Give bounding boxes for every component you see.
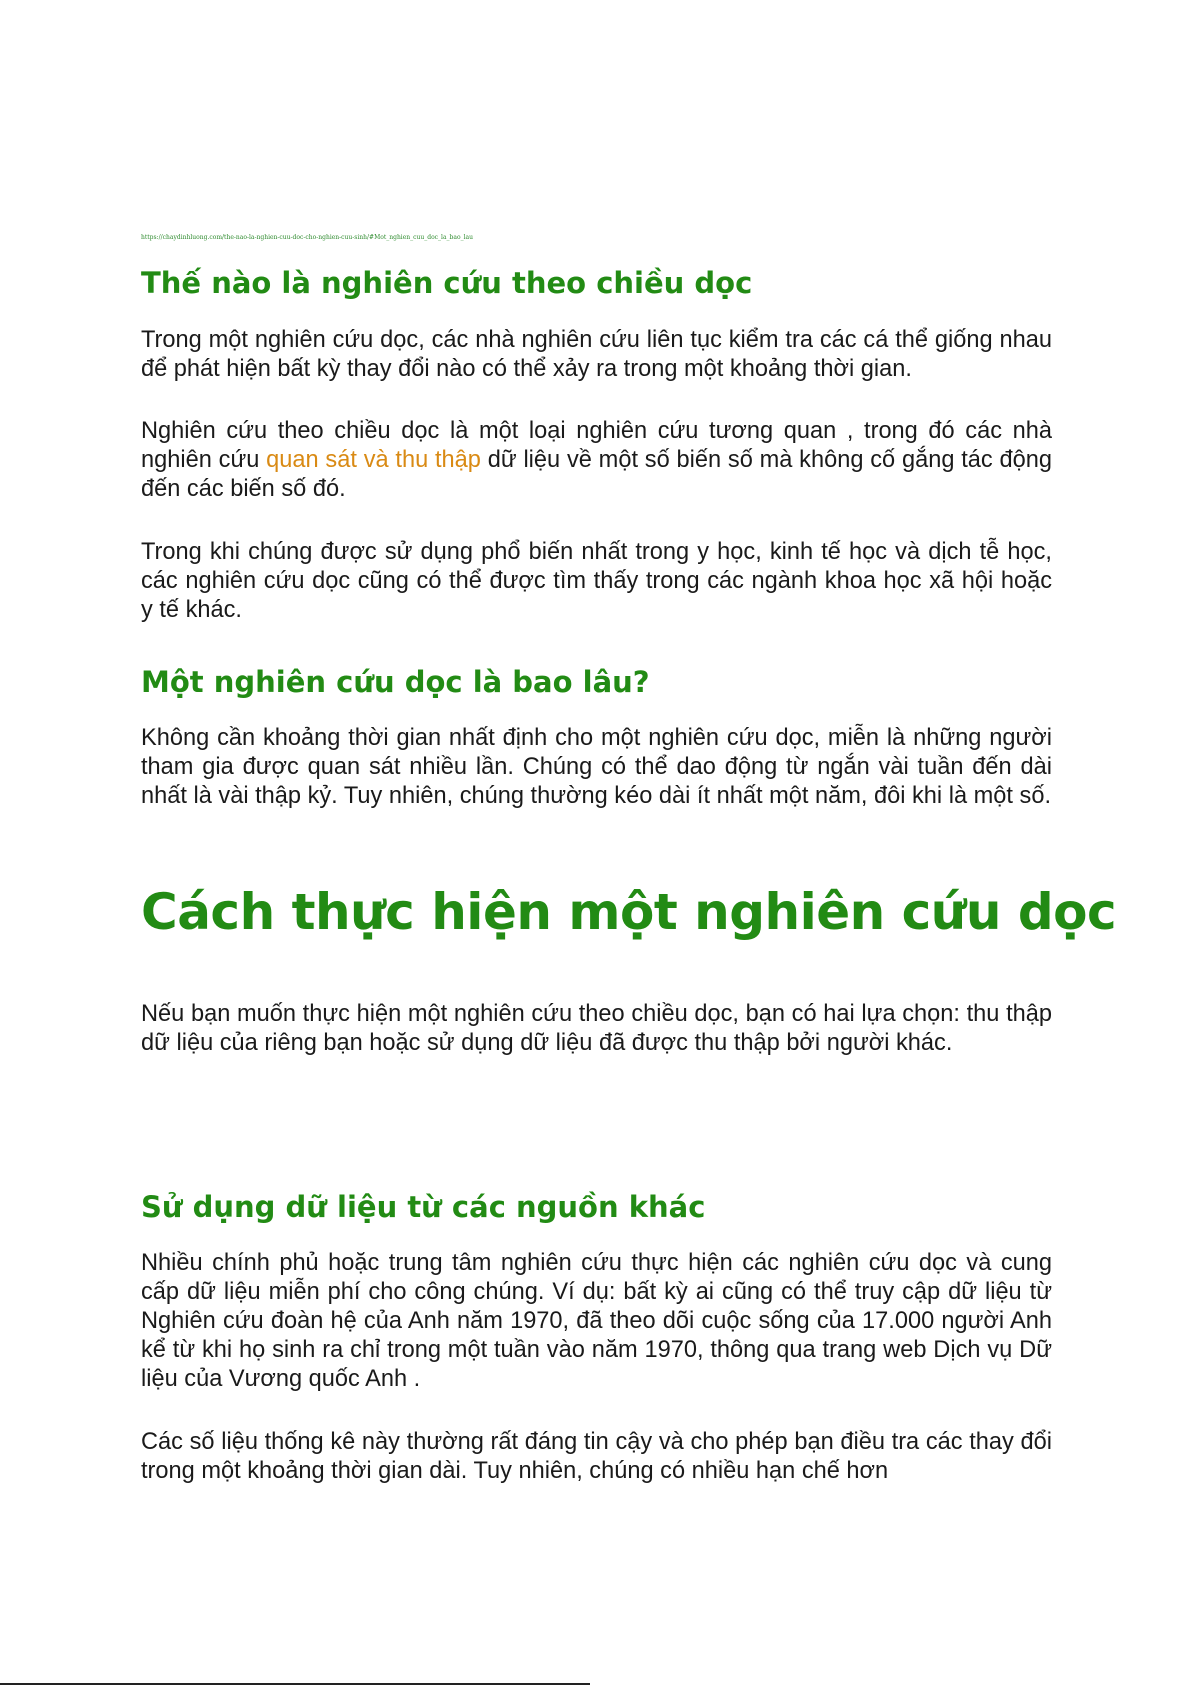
paragraph-duration: Không cần khoảng thời gian nhất định cho một nghiên cứu dọc, miễn là những người tham gia được quan sát nhiều lần. Chúng có thể dao động từ ngắn vài tuần đến dài nhất là vài thập kỷ. Tuy nhiên, chúng thường kéo dài ít nhất một năm, đôi khi là một số. [141,725,1052,809]
paragraph-correlational-text-after: dữ liệu về một số biến số mà không cố gắng tác động đến các biến số đó. [141,447,1052,502]
paragraph-correlational [141,417,1052,504]
source-url[interactable]: https://chaydinhluong.com/the-nao-la-nghien-cuu-doc-cho-nghien-cuu-sinh/#Mot_nghien_cuu_doc_la_bao_lau [141,234,473,241]
paragraph-correlational-text-before: Nghiên cứu theo chiều dọc là một loại nghiên cứu tương quan , trong đó các nhà nghiên cứu [141,418,1052,473]
heading-what-is-longitudinal-study: Thế nào là nghiên cứu theo chiều dọc [141,266,753,300]
paragraph-definition: Trong một nghiên cứu dọc, các nhà nghiên cứu liên tục kiểm tra các cá thể giống nhau để phát hiện bất kỳ thay đổi nào có thể xảy ra trong một khoảng thời gian. [141,327,1052,382]
heading-how-to-conduct: Cách thực hiện một nghiên cứu dọc [141,883,1117,941]
paragraph-statistics: Các số liệu thống kê này thường rất đáng tin cậy và cho phép bạn điều tra các thay đổi trong một khoảng thời gian dài. Tuy nhiên, chúng có nhiều hạn chế hơn [141,1429,1052,1484]
paragraph-public-data: Nhiều chính phủ hoặc trung tâm nghiên cứu thực hiện các nghiên cứu dọc và cung cấp dữ liệu miễn phí cho công chúng. Ví dụ: bất kỳ ai cũng có thể truy cập dữ liệu từ Nghiên cứu đoàn hệ của Anh năm 1970, đã theo dõi cuộc sống của 17.000 người Anh kể từ khi họ sinh ra chỉ trong một tuần vào năm 1970, thông qua trang web Dịch vụ Dữ liệu của Vương quốc Anh . [141,1250,1052,1392]
paragraph-options: Nếu bạn muốn thực hiện một nghiên cứu theo chiều dọc, bạn có hai lựa chọn: thu thập dữ liệu của riêng bạn hoặc sử dụng dữ liệu đã được thu thập bởi người khác. [141,1001,1052,1056]
heading-how-long: Một nghiên cứu dọc là bao lâu? [141,665,650,699]
paragraph-fields: Trong khi chúng được sử dụng phổ biến nhất trong y học, kinh tế học và dịch tễ học, các nghiên cứu dọc cũng có thể được tìm thấy trong các ngành khoa học xã hội hoặc y tế khác. [141,539,1052,623]
observe-collect-link[interactable]: quan sát và thu thập [266,447,481,473]
heading-data-from-other-sources: Sử dụng dữ liệu từ các nguồn khác [141,1190,706,1224]
